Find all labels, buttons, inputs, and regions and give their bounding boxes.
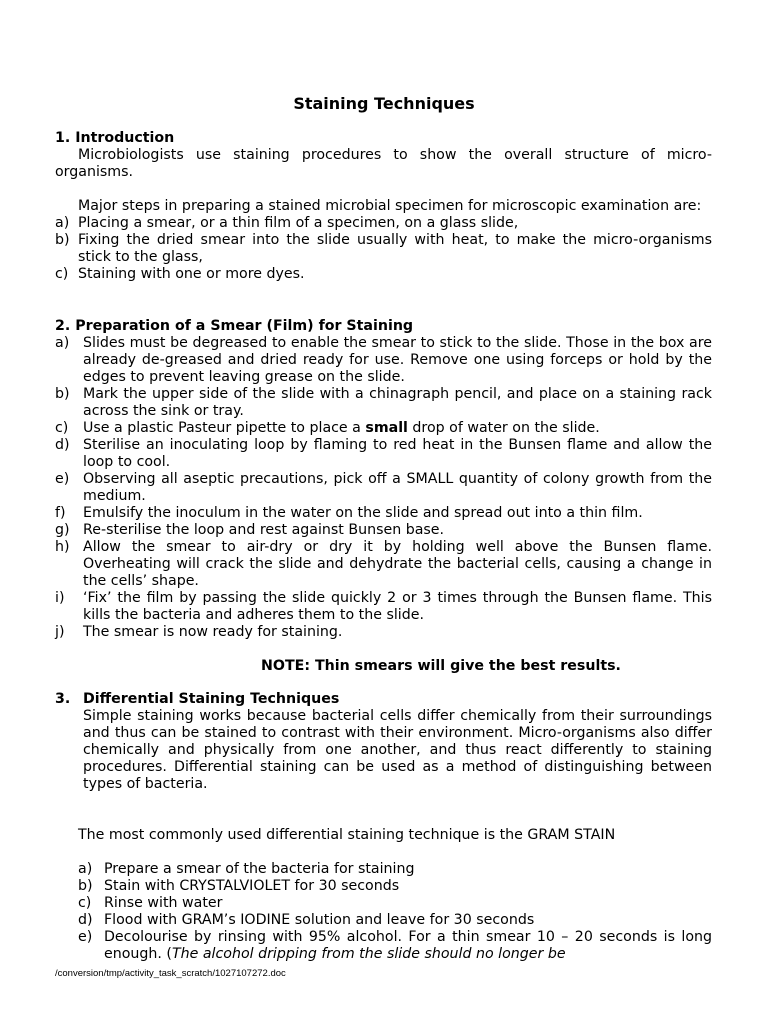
- list-item: [55, 437, 712, 471]
- paragraph: Simple staining works because bacterial cells differ chemically from their surroundings and thus can be stained to contrast with their environment. Micro-organisms also differ chemically and physically from one another, and thus react differently to staining procedures. Differential staining can be used as a method of distinguishing between types of bacteria.: [83, 708, 712, 792]
- list-text: Decolourise by rinsing with 95% alcohol. For a thin smear 10 – 20 seconds is long enough. (The alcohol dripping from the slide should no longer be: [104, 929, 712, 962]
- list-text: Sterilise an inoculating loop by flaming to red heat in the Bunsen flame and allow the loop to cool.: [83, 437, 712, 470]
- list-text: Emulsify the inoculum in the water on the slide and spread out into a thin film.: [83, 505, 643, 521]
- list-text: Rinse with water: [104, 895, 223, 911]
- list-label: a): [78, 861, 93, 877]
- list-label: b): [55, 232, 70, 248]
- list-label: h): [55, 539, 70, 555]
- list-text: Fixing the dried smear into the slide usually with heat, to make the micro-organisms stick to the glass,: [78, 232, 712, 265]
- list-text: Allow the smear to air-dry or dry it by holding well above the Bunsen flame. Overheating will crack the slide and dehydrate the bacterial cells, causing a change in the cells’ shape.: [83, 539, 712, 589]
- list-item: [55, 590, 712, 624]
- section-differential-staining: [55, 691, 712, 963]
- list-text: Prepare a smear of the bacteria for staining: [104, 861, 415, 877]
- list-label: b): [55, 386, 70, 402]
- list-item: [55, 266, 712, 283]
- list-label: a): [55, 335, 70, 351]
- list-text: Mark the upper side of the slide with a chinagraph pencil, and place on a staining rack across the sink or tray.: [83, 386, 712, 419]
- page-title: Staining Techniques: [293, 94, 475, 113]
- list-label: a): [55, 215, 70, 231]
- italic-remark: The alcohol dripping from the slide should no longer be: [171, 946, 566, 962]
- list-item: [55, 471, 712, 505]
- list-item: [55, 895, 712, 912]
- section-heading: [55, 691, 712, 708]
- list-item: [55, 522, 712, 539]
- list-item: [55, 386, 712, 420]
- list-label: j): [55, 624, 65, 640]
- list-item: [55, 861, 712, 878]
- list-text: Staining with one or more dyes.: [78, 266, 305, 282]
- list-label: i): [55, 590, 65, 606]
- list-label: b): [78, 878, 93, 894]
- list-text: Observing all aseptic precautions, pick off a SMALL quantity of colony growth from the medium.: [83, 471, 712, 504]
- list-label: g): [55, 522, 70, 538]
- list-text: Slides must be degreased to enable the smear to stick to the slide. Those in the box are already de-greased and dried ready for use. Remove one using forceps or hold by the edges to prevent leaving grease on the slide.: [83, 335, 712, 385]
- emphasis-small: small: [365, 420, 408, 436]
- section-heading-text: Differential Staining Techniques: [83, 691, 340, 707]
- list-label: c): [55, 266, 69, 282]
- list-label: c): [78, 895, 92, 911]
- paragraph: Major steps in preparing a stained microbial specimen for microscopic examination are:: [78, 198, 702, 214]
- list-text: Placing a smear, or a thin film of a specimen, on a glass slide,: [78, 215, 519, 231]
- list-item: [55, 929, 712, 963]
- list-item: [55, 539, 712, 590]
- list-label: c): [55, 420, 69, 436]
- list-text: Flood with GRAM’s IODINE solution and leave for 30 seconds: [104, 912, 535, 928]
- list-item: [55, 420, 712, 437]
- list-item: [55, 505, 712, 522]
- section-heading: 2. Preparation of a Smear (Film) for Staining: [55, 318, 414, 334]
- list-item: [55, 624, 712, 641]
- section-number: 3.: [55, 691, 71, 707]
- list-item: [55, 232, 712, 266]
- list-item: [55, 912, 712, 929]
- note-text: NOTE: Thin smears will give the best results.: [261, 658, 621, 674]
- section-introduction: [55, 130, 712, 283]
- section-preparation: [55, 318, 712, 675]
- list-item: [55, 878, 712, 895]
- list-label: d): [55, 437, 70, 453]
- list-item: [55, 335, 712, 386]
- list-label: e): [55, 471, 70, 487]
- list-label: e): [78, 929, 93, 945]
- list-text: ‘Fix’ the film by passing the slide quickly 2 or 3 times through the Bunsen flame. This kills the bacteria and adheres them to the slide.: [83, 590, 712, 623]
- list-item: [55, 215, 712, 232]
- file-path-footer: /conversion/tmp/activity_task_scratch/1027107272.doc: [55, 968, 286, 979]
- paragraph: The most commonly used differential staining technique is the GRAM STAIN: [78, 827, 616, 843]
- list-text: Stain with CRYSTALVIOLET for 30 seconds: [104, 878, 400, 894]
- list-text: Re-sterilise the loop and rest against Bunsen base.: [83, 522, 445, 538]
- list-label: d): [78, 912, 93, 928]
- list-text: The smear is now ready for staining.: [83, 624, 343, 640]
- list-text: Use a plastic Pasteur pipette to place a small drop of water on the slide.: [83, 420, 600, 436]
- section-heading: 1. Introduction: [55, 130, 175, 146]
- paragraph: Microbiologists use staining procedures to show the overall structure of micro-organisms.: [55, 147, 712, 180]
- list-label: f): [55, 505, 66, 521]
